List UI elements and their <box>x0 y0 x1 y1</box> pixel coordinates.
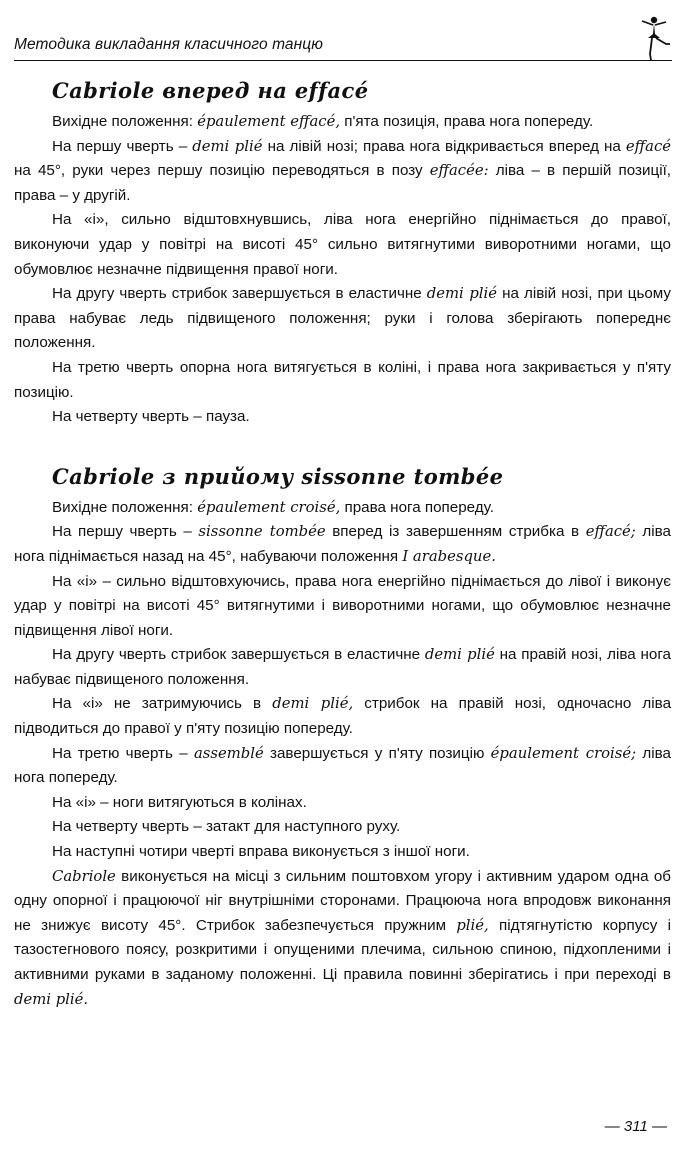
header-title: Методика викладання класичного танцю <box>14 36 323 53</box>
paragraph: На третю чверть – assemblé завершується у п'яту позицію épaulement croisé; ліва нога попереду. <box>14 744 671 787</box>
paragraph: Cabriole виконується на місці з сильним поштовхом угору і активним ударом одна об одну опорної і працюючої ніг внутрішніми сторонами. Працююча нога впродовж виконання не знижує висоту 45°. Стрибок забезпечується пружним plié, підтягнутістю корпусу і тазостегнового поясу, розкритими і опущеними плечима, сильною спиною, підхопленими і активними руками в заданому положенні. Ці правила повинні зберігатись і при переході в demi plié. <box>14 867 671 1008</box>
paragraph: На третю чверть опорна нога витягується в коліні, і права нога закривається у п'яту позицію. <box>14 358 671 401</box>
paragraph: На «і» – сильно відштовхуючись, права нога енергійно піднімається до лівої і виконує удар у повітрі на висоті 45° витягнутими і виворотними ногами, що обумовлює незначне підвищення лівої ноги. <box>14 572 671 639</box>
paragraph: На «і», сильно відштовхнувшись, ліва нога енергійно піднімається до правої, виконуючи удар у повітрі на висоті 45° сильно витягнутими виворотними ногами, що обумовлює незначне підвищення правої ноги. <box>14 211 671 278</box>
paragraph: На четверту чверть – пауза. <box>52 408 250 426</box>
paragraph: Вихідне положення: épaulement croisé, права нога попереду. <box>52 498 494 516</box>
paragraph: На першу чверть – demi plié на лівій нозі; права нога відкривається вперед на effacé на 45°, руки через першу позицію переводяться в позу effacée: ліва – в першій позиції, права – у другій. <box>14 137 672 204</box>
paragraph: На «і» не затримуючись в demi plié, стрибок на правій нозі, одночасно ліва підводиться до правої у п'яту позицію попереду. <box>14 695 672 738</box>
paragraph: Вихідне положення: épaulement effacé, п'ята позиція, права нога попереду. <box>52 113 594 130</box>
paragraph: На другу чверть стрибок завершується в еластичне demi plié на лівій нозі, при цьому права набуває ледь підвищеного положення; руки і голова зберігають попереднє положення. <box>14 285 672 352</box>
ballerina-icon <box>636 14 672 62</box>
section-heading-cabriole-effacé: Cabriole вперед на effacé <box>52 78 369 103</box>
running-header <box>14 22 674 62</box>
section-heading-cabriole-sissonne: Cabriole з прийому sissonne tombée <box>52 463 504 489</box>
paragraph: На другу чверть стрибок завершується в еластичне demi plié на правій нозі, ліва нога набуває підвищеного положення. <box>14 646 672 688</box>
header-rule <box>14 60 672 61</box>
page-body <box>14 76 671 1012</box>
paragraph: На наступні чотири чверті вправа виконується з іншої ноги. <box>52 843 470 861</box>
paragraph: На четверту чверть – затакт для наступного руху. <box>52 818 401 836</box>
paragraph: На першу чверть – sissonne tombée вперед із завершенням стрибка в effacé; ліва нога піднімається назад на 45°, набуваючи положення I arabesque. <box>14 523 671 565</box>
paragraph: На «і» – ноги витягуються в колінах. <box>52 793 307 811</box>
page-number: — 311 — <box>604 1118 667 1135</box>
